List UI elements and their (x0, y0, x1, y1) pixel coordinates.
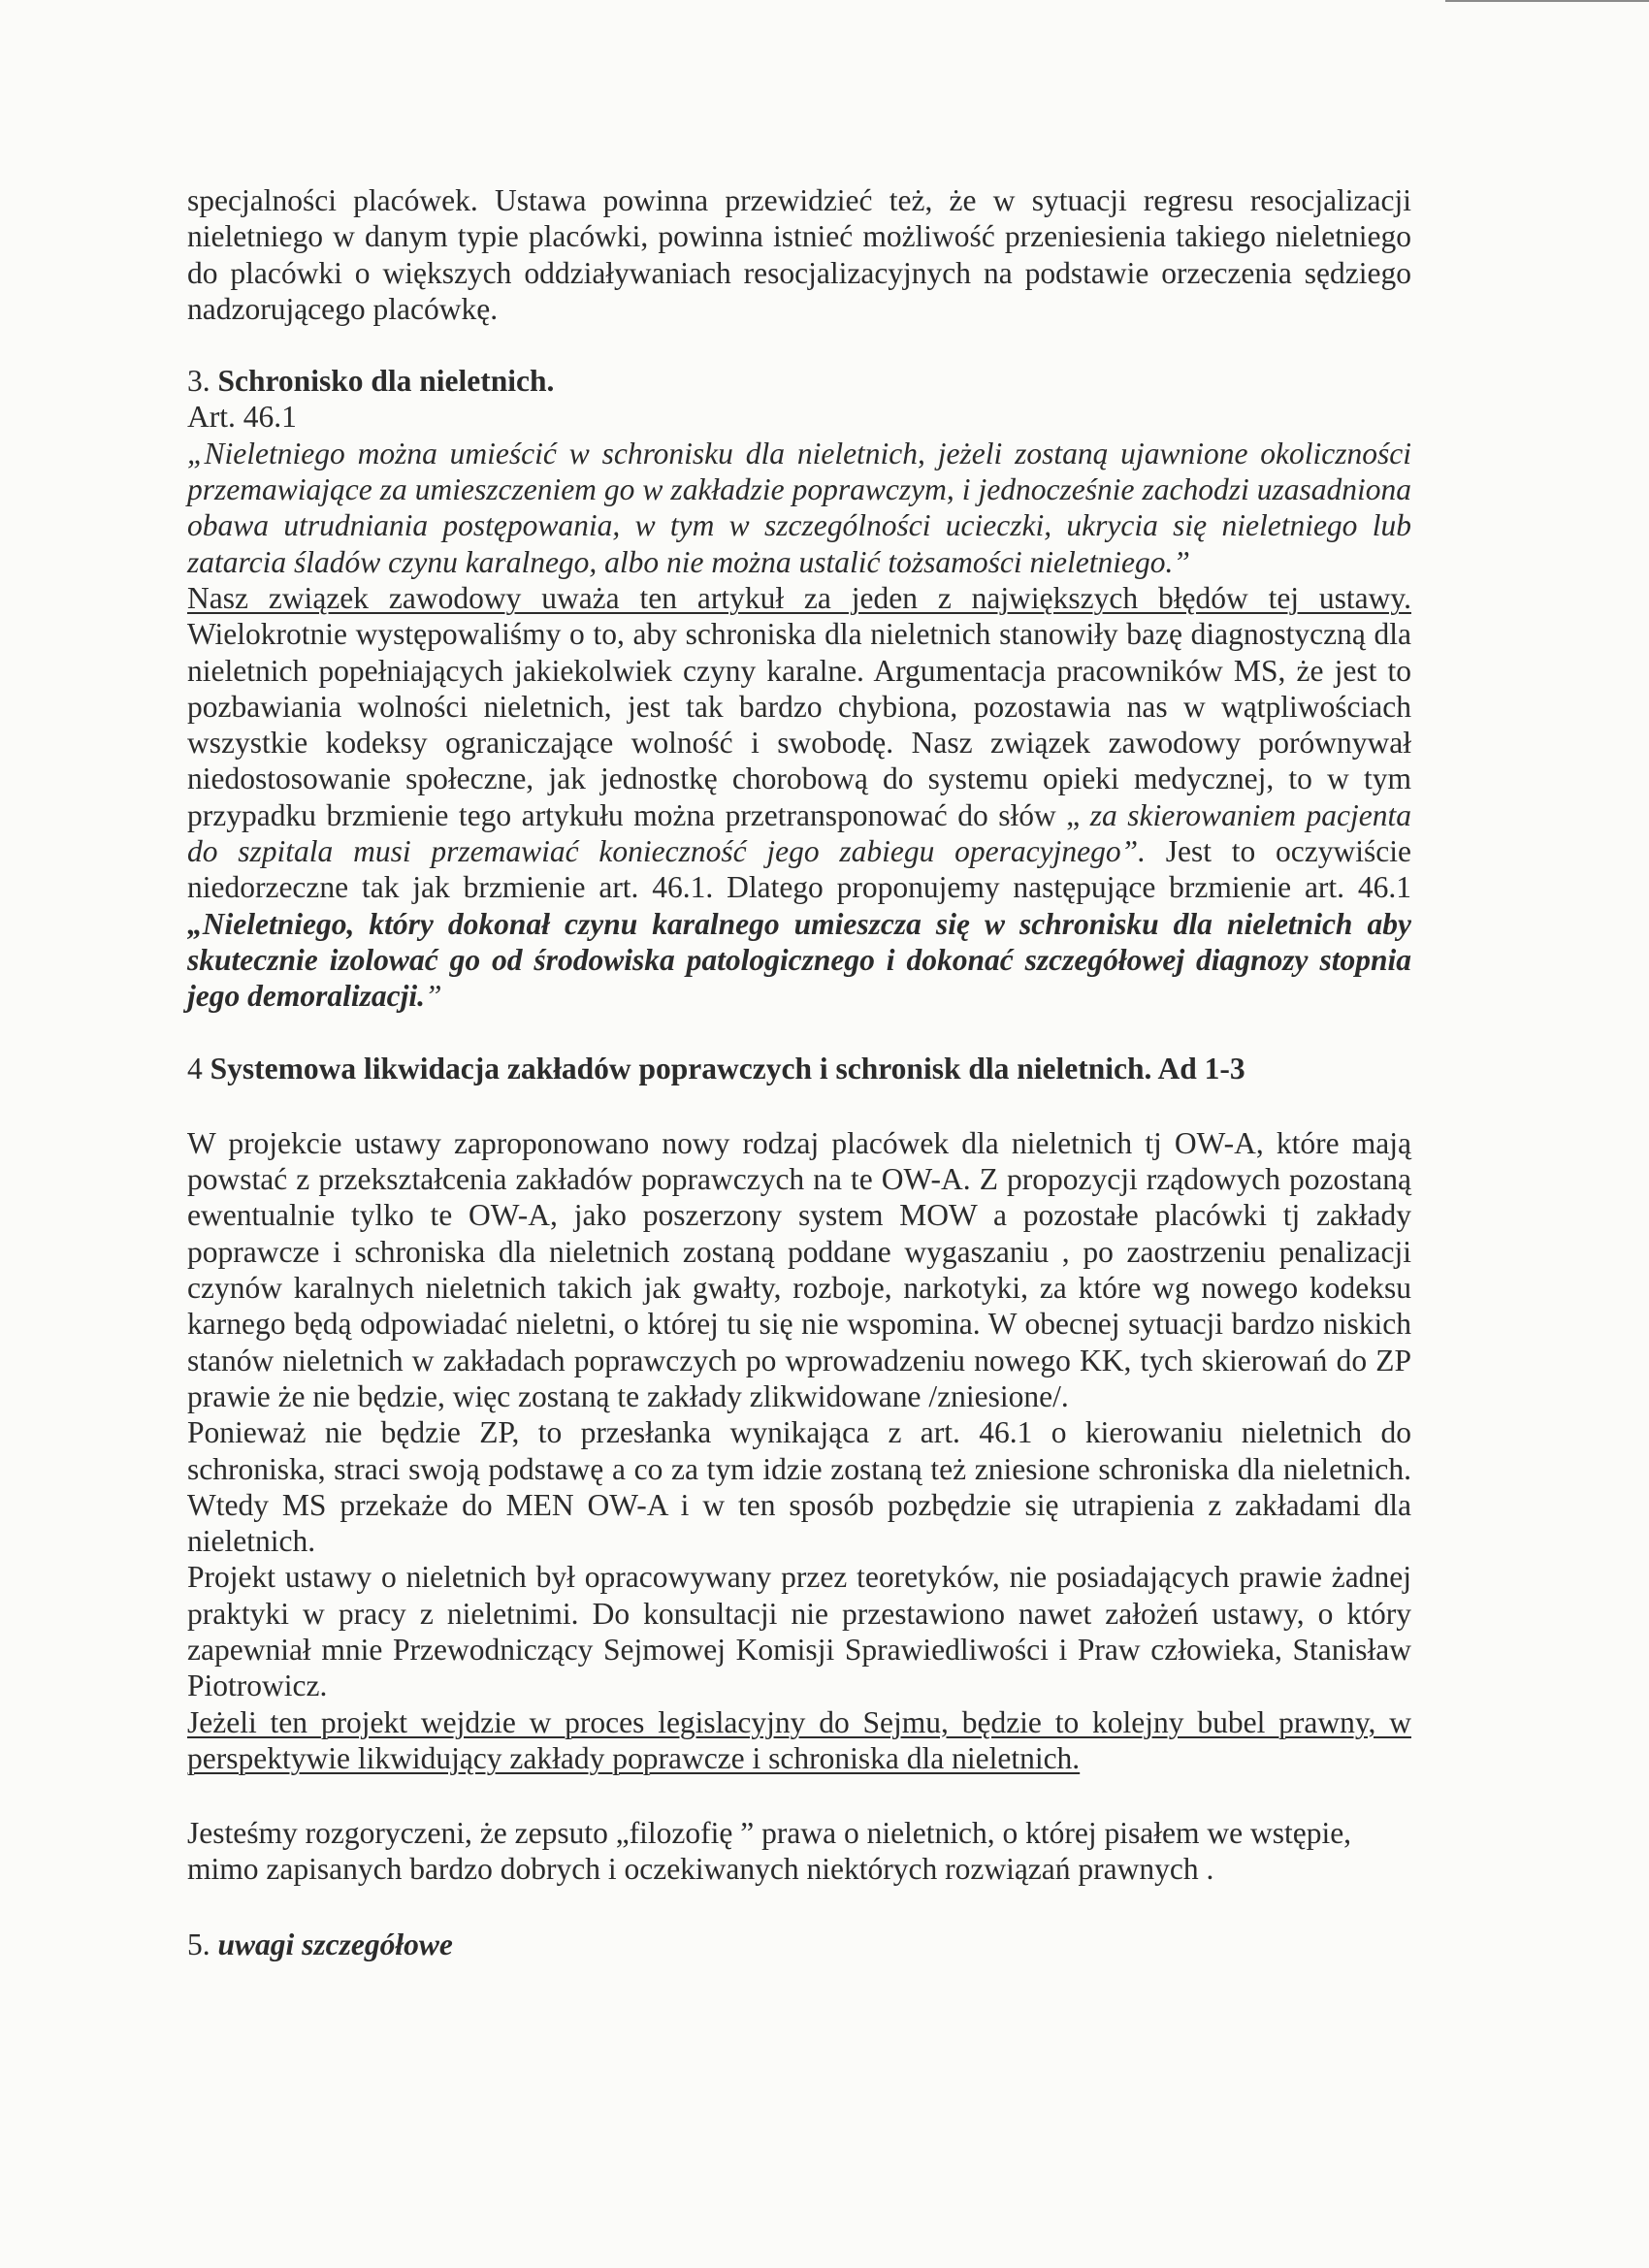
section-4-number: 4 (187, 1051, 203, 1085)
section-3-body (187, 616, 1411, 1014)
section-4-warning-underlined-line-1: Jeżeli ten projekt wejdzie w proces legislacyjny do Sejmu, będzie to kolejny bubel prawny, w (187, 1704, 1411, 1739)
spacer (187, 1015, 1411, 1051)
section-3-heading (187, 363, 1411, 399)
article-quote: „Nieletniego można umieścić w schronisku dla nieletnich, jeżeli zostaną ujawnione okoliczności przemawiające za umieszczeniem go w zakładzie poprawczym, i jednocześnie zachodzi uzasadniona obawa utrudniania postępowania, w tym w szczególności ucieczki, ukrycia się nieletniego lub zatarcia śladów czynu karalnego, albo nie można ustalić tożsamości nieletniego.” (187, 436, 1411, 579)
section-4-paragraph-3: Projekt ustawy o nieletnich był opracowywany przez teoretyków, nie posiadających prawie żadnej praktyki w pracy z nieletnimi. Do konsultacji nie przestawiono nawet założeń ustawy, o który zapewniał mnie Przewodniczący Sejmowej Komisji Sprawiedliwości i Praw człowieka, Stanisław Piotrowicz. (187, 1560, 1411, 1703)
scan-edge-line (1445, 0, 1649, 2)
section-3-body-text-2: Jest to oczywiście niedorzeczne tak jak brzmienie art. 46.1. Dlatego proponujemy następujące brzmienie art. 46.1 (187, 834, 1411, 905)
section-4-paragraph-2: Ponieważ nie będzie ZP, to przesłanka wynikająca z art. 46.1 o kierowaniu nieletnich do schroniska, straci swoją podstawę a co za tym idzie zostaną też zniesione schroniska dla nieletnich. Wtedy MS przekaże do MEN OW-A i w ten sposób pozbędzie się utrapienia z zakładami dla nieletnich. (187, 1415, 1411, 1559)
section-3-analogy-italic: za skierowaniem pacjenta do szpitala musi przemawiać konieczność jego zabiegu operacyjnego”. (187, 797, 1412, 869)
section-3-proposal: „Nieletniego, który dokonał czynu karalnego umieszcza się w schronisku dla nieletnich aby skutecznie izolować go od środowiska patologicznego i dokonać szczegółowej diagnozy stopnia jego demoralizacji. (187, 906, 1411, 1014)
section-4-heading (187, 1051, 1411, 1086)
spacer (187, 327, 1411, 363)
spacer (187, 1776, 1411, 1815)
section-4-paragraph-1: W projekcie ustawy zaproponowano nowy rodzaj placówek dla nieletnich tj OW-A, które mają powstać z przekształcenia zakładów poprawczych na te OW-A. Z propozycji rządowych pozostaną ewentualnie tylko te OW-A, jako poszerzony system MOW a pozostałe placówki tj zakłady poprawcze i schroniska dla nieletnich zostaną poddane wygaszaniu , po zaostrzeniu penalizacji czynów karalnych nieletnich takich jak gwałty, rozboje, narkotyki, za które wg nowego kodeksu karnego będą odpowiadać nieletni, o której tu się nie wspomina. W obecnej sytuacji bardzo niskich stanów nieletnich w zakładach poprawczych po wprowadzeniu nowego KK, tych skierowań do ZP prawie że nie będzie, więc zostaną te zakłady zlikwidowane /zniesione/. (187, 1125, 1411, 1413)
section-5-number: 5. (187, 1927, 210, 1961)
spacer (187, 1888, 1411, 1927)
closing-paragraph: Jesteśmy rozgoryczeni, że zepsuto „filozofię ” prawa o nieletnich, o której pisałem we wstępie, mimo zapisanych bardzo dobrych i oczekiwanych niektórych rozwiązań prawnych . (187, 1816, 1352, 1887)
section-4-title: Systemowa likwidacja zakładów poprawczych i schronisk dla nieletnich. Ad 1-3 (210, 1051, 1245, 1085)
section-5-heading (187, 1927, 1411, 1962)
section-5-title: uwagi szczegółowe (217, 1927, 453, 1961)
proposal-closing-quote: ” (424, 979, 442, 1014)
intro-paragraph: specjalności placówek. Ustawa powinna przewidzieć też, że w sytuacji regresu resocjalizacji nieletniego w danym typie placówki, powinna istnieć możliwość przeniesienia takiego nieletniego do placówki o większych oddziaływaniach resocjalizacyjnych na podstawie orzeczenia sędziego nadzorującego placówkę. (187, 183, 1411, 326)
union-statement-underlined: Nasz związek zawodowy uważa ten artykuł za jeden z największych błędów tej ustawy. (187, 580, 1411, 615)
section-4-warning-underlined-line-2: perspektywie likwidujący zakłady poprawcze i schroniska dla nieletnich. (187, 1740, 1081, 1775)
spacer (187, 1086, 1411, 1125)
document-page (187, 182, 1411, 1962)
section-3-body-text: Wielokrotnie występowaliśmy o to, aby schroniska dla nieletnich stanowiły bazę diagnostyczną dla nieletnich popełniających jakiekolwiek czyny karalne. Argumentacja pracowników MS, że jest to pozbawiania wolności nieletnich, jest tak bardzo chybiona, pozostawia nas w wątpliwościach wszystkie kodeksy ograniczające wolność i swobodę. Nasz związek zawodowy porównywał niedostosowanie społeczne, jak jednostkę chorobową do systemu opieki medycznej, to w tym przypadku brzmienie tego artykułu można przetransponować do słów „ (187, 617, 1411, 832)
section-3-title: Schronisko dla nieletnich. (217, 364, 555, 399)
article-reference: Art. 46.1 (187, 400, 297, 435)
section-3-number: 3. (187, 364, 210, 399)
